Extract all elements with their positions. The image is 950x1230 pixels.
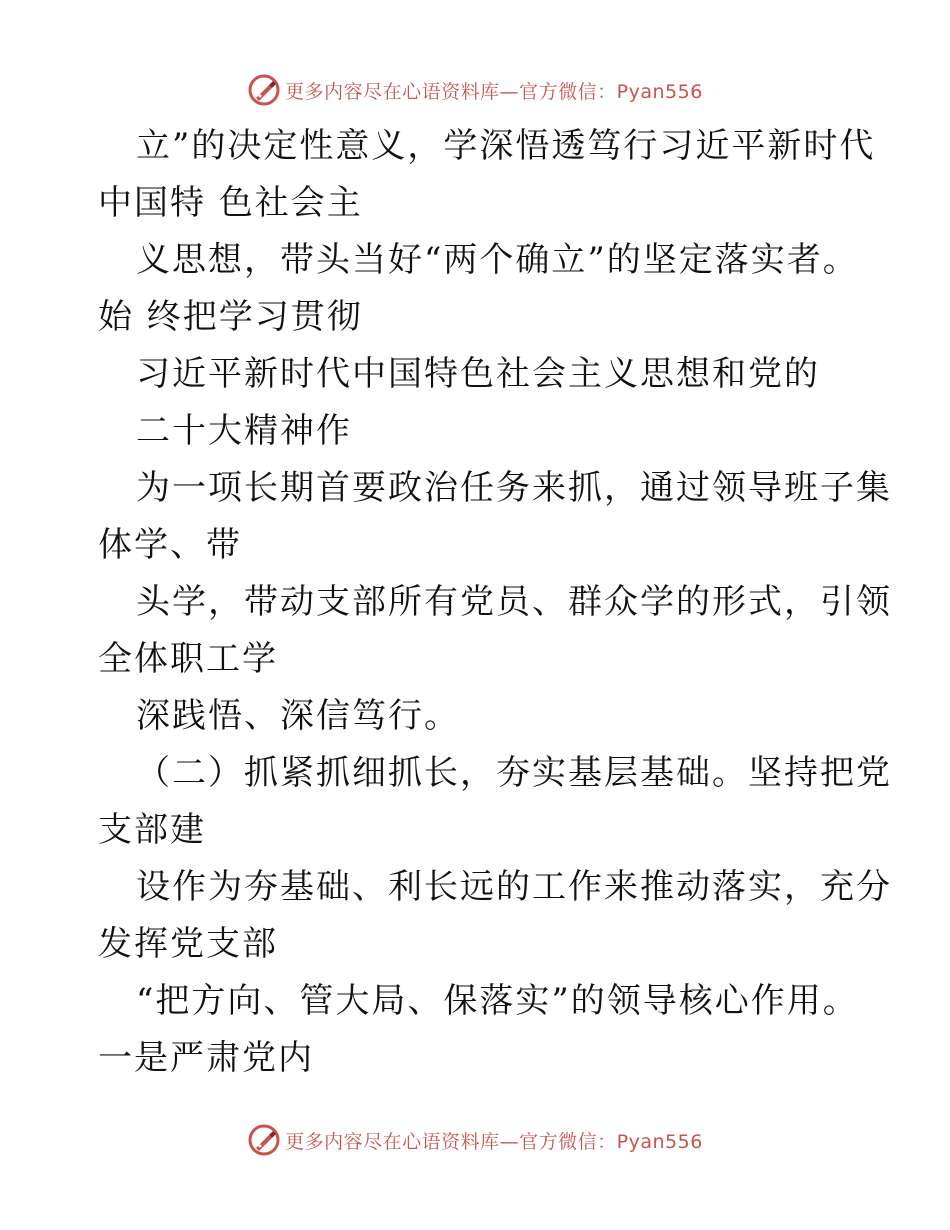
banner-text: 更多内容尽在心语资料库—官方微信：Pyan556 bbox=[285, 80, 703, 103]
text-line: 深践悟、深信笃行。 bbox=[136, 696, 460, 736]
text-line: 为一项长期首要政治任务来抓，通过领导班子集 bbox=[136, 468, 892, 508]
text-line: 义思想，带头当好“两个确立”的坚定落实者。 bbox=[136, 240, 859, 280]
banner-text: 更多内容尽在心语资料库—官方微信：Pyan556 bbox=[285, 1130, 703, 1153]
text-line: 全体职工学 bbox=[98, 639, 278, 679]
text-line: 体学、带 bbox=[98, 525, 242, 565]
text-line: 一是严肃党内 bbox=[98, 1038, 314, 1078]
text-line: 头学，带动支部所有党员、群众学的形式，引领 bbox=[136, 582, 892, 622]
text-line: “把方向、管大局、保落实”的领导核心作用。 bbox=[136, 981, 859, 1021]
text-line: 习近平新时代中国特色社会主义思想和党的 bbox=[136, 354, 820, 394]
header-banner bbox=[0, 68, 950, 112]
document-body bbox=[98, 118, 892, 1087]
fountain-pen-logo-icon bbox=[247, 1123, 281, 1157]
text-line: 二十大精神作 bbox=[136, 411, 352, 451]
fountain-pen-logo-icon bbox=[247, 73, 281, 107]
text-line: 中国特 色社会主 bbox=[98, 183, 363, 223]
footer-banner bbox=[0, 1118, 950, 1162]
text-line: 始 终把学习贯彻 bbox=[98, 297, 363, 337]
text-line: 支部建 bbox=[98, 810, 206, 850]
text-line: 设作为夯基础、利长远的工作来推动落实，充分 bbox=[136, 867, 892, 907]
text-line: 立”的决定性意义，学深悟透笃行习近平新时代 bbox=[136, 126, 876, 166]
text-line: （二）抓紧抓细抓长，夯实基层基础。坚持把党 bbox=[136, 753, 892, 793]
text-line: 发挥党支部 bbox=[98, 924, 278, 964]
